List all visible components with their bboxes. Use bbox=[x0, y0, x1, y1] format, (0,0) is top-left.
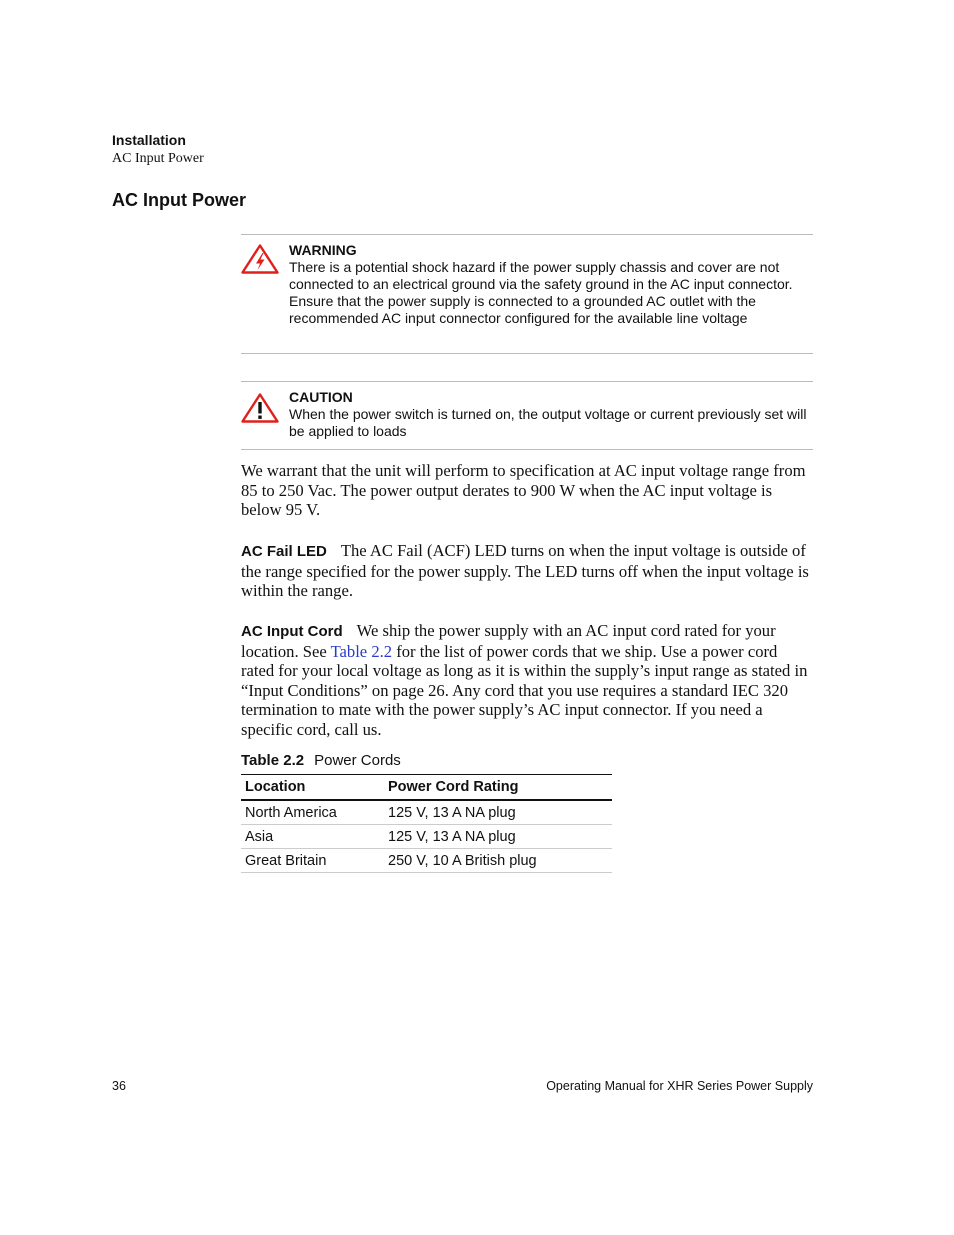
cell-rating: 250 V, 10 A British plug bbox=[384, 849, 612, 873]
ac-cord-text-end: for the list of power cords that we ship. Use a power cord rated for your local voltage as long as it is within the supply’s input range as stated in “Input Conditions” on page 26. Any cord that you use requires a standard IEC 320 termination to mate with the power supply’s AC input connector. If you need a specific cord, call us. bbox=[241, 641, 808, 739]
table-header-row bbox=[241, 775, 612, 801]
cell-location: Great Britain bbox=[241, 849, 384, 873]
cell-rating: 125 V, 13 A NA plug bbox=[384, 825, 612, 849]
warning-text: There is a potential shock hazard if the power supply chassis and cover are not connected to an electrical ground via the safety ground in the AC input connector. Ensure that the power supply is connected to a grounded AC outlet with the recommended AC input connector configured for the available line voltage bbox=[289, 259, 793, 326]
cell-rating: 125 V, 13 A NA plug bbox=[384, 800, 612, 825]
header-power-cord-rating: Power Cord Rating bbox=[384, 775, 612, 801]
warning-notice bbox=[241, 234, 813, 354]
table-row bbox=[241, 800, 612, 825]
table-number: Table 2.2 bbox=[241, 752, 305, 769]
warning-label: WARNING bbox=[289, 242, 357, 258]
caution-text: When the power switch is turned on, the output voltage or current previously set will be applied to loads bbox=[289, 406, 807, 439]
cell-location: North America bbox=[241, 800, 384, 825]
section-name: AC Input Power bbox=[112, 151, 204, 166]
running-head bbox=[112, 131, 204, 168]
header-location: Location bbox=[241, 775, 384, 801]
caution-notice bbox=[241, 381, 813, 450]
intro-paragraph: We warrant that the unit will perform to specification at AC input voltage range from 85 to 250 Vac. The power output derates to 900 W when the AC input voltage is below 95 V. bbox=[241, 461, 806, 520]
shock-hazard-icon bbox=[241, 244, 279, 274]
section-title: AC Input Power bbox=[112, 190, 246, 210]
cell-location: Asia bbox=[241, 825, 384, 849]
page-number: 36 bbox=[112, 1079, 126, 1093]
ac-fail-text: The AC Fail (ACF) LED turns on when the input voltage is outside of the range specified for the power supply. The LED turns off when the input voltage is within the range. bbox=[241, 541, 809, 601]
ac-fail-paragraph bbox=[241, 541, 813, 601]
ac-cord-heading: AC Input Cord bbox=[241, 623, 343, 640]
chapter-name: Installation bbox=[112, 132, 186, 148]
ac-cord-text-start: We ship the power supply with an AC input cord rated for your location. See bbox=[241, 621, 776, 661]
manual-title: Operating Manual for XHR Series Power Supply bbox=[546, 1079, 813, 1093]
ac-cord-paragraph bbox=[241, 621, 813, 740]
table-title: Power Cords bbox=[314, 752, 401, 769]
warning-body bbox=[289, 242, 813, 327]
exclamation-triangle-icon bbox=[241, 393, 279, 423]
table-row bbox=[241, 825, 612, 849]
table-cross-reference-link[interactable]: Table 2.2 bbox=[330, 641, 393, 661]
power-cords-table bbox=[241, 774, 612, 873]
table-caption bbox=[241, 752, 401, 769]
caution-label: CAUTION bbox=[289, 389, 353, 405]
ac-fail-heading: AC Fail LED bbox=[241, 543, 327, 560]
table-row bbox=[241, 849, 612, 873]
caution-body bbox=[289, 389, 813, 440]
